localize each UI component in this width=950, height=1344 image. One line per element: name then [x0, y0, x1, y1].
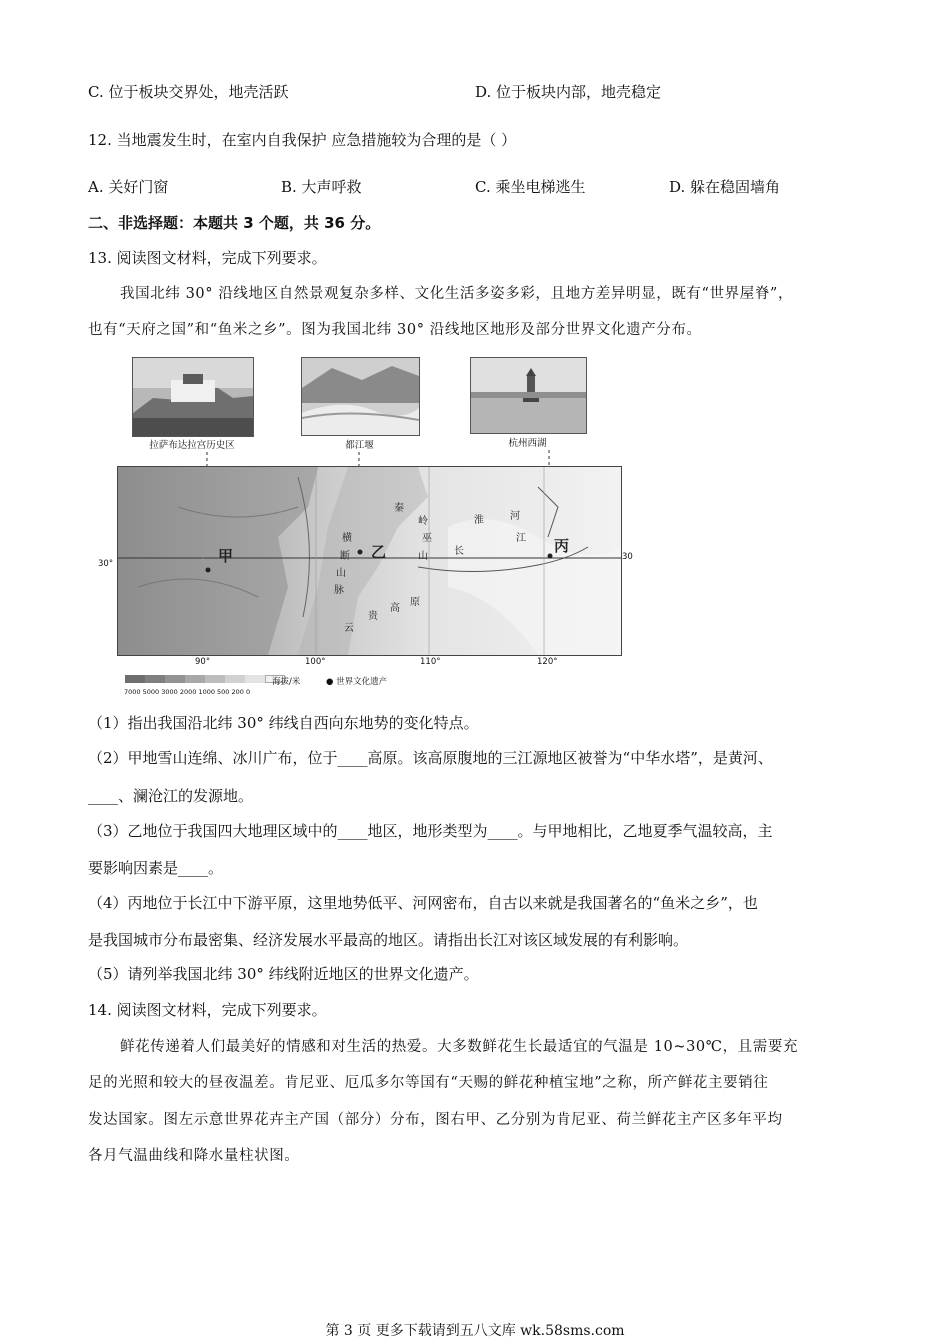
map-label-gui: 贵 [368, 611, 378, 622]
west-lake-photo [470, 357, 587, 434]
longitude-label: 90° [195, 657, 211, 667]
q12-stem: 12. 当地震发生时，在室内自我保护 应急措施较为合理的是（ ） [88, 131, 517, 149]
dujiangyan-photo [301, 357, 420, 436]
legend-swatch [185, 675, 205, 683]
longitude-label: 110° [420, 657, 441, 667]
q14-material-line: 发达国家。图左示意世界花卉主产国（部分）分布，图右甲、乙分别为肯尼亚、荷兰鲜花主产区多年平均 [88, 1112, 783, 1128]
legend-swatch [165, 675, 185, 683]
q13-sub5: （5）请列举我国北纬 30° 纬线附近地区的世界文化遗产。 [88, 965, 479, 983]
legend-swatch [225, 675, 245, 683]
longitude-label: 120° [537, 657, 558, 667]
map-label-chang: 长 [454, 546, 464, 557]
legend-swatch [205, 675, 225, 683]
q14-material-line: 鲜花传递着人们最美好的情感和对生活的热爱。大多数鲜花生长最适宜的气温是 10~30℃，且需要充 [120, 1039, 799, 1055]
longitude-label: 100° [305, 657, 326, 667]
map-label-shan: 山 [336, 568, 346, 579]
q12-option-b: B. 大声呼救 [281, 178, 362, 196]
map-label-duan: 断 [340, 551, 350, 562]
latitude-label: 30° [98, 559, 114, 569]
q13-material-line: 也有“天府之国”和“鱼米之乡”。图为我国北纬 30° 沿线地区地形及部分世界文化遗产分布。 [88, 322, 702, 338]
photo-caption: 都江堰 [345, 440, 374, 451]
legend-heritage: ● 世界文化遗产 [326, 677, 388, 687]
q13-material-line: 我国北纬 30° 沿线地区自然景观复杂多样、文化生活多姿多彩，且地方差异明显，既有“世界屋脊”， [120, 286, 794, 302]
legend-numbers: 7000 5000 3000 2000 1000 500 200 0 [124, 688, 251, 696]
q11-option-d: D. 位于板块内部，地壳稳定 [475, 83, 662, 101]
map-label-huai: 淮 [474, 515, 484, 526]
q13-sub3: （3）乙地位于我国四大地理区域中的____地区，地形类型为____。与甲地相比，乙地夏季气温较高，主 [88, 822, 773, 840]
q14-material-line: 足的光照和较大的昼夜温差。肯尼亚、厄瓜多尔等国有“天赐的鲜花种植宝地”之称，所产鲜花主要销往 [88, 1075, 769, 1091]
photo-caption: 拉萨布达拉宫历史区 [149, 440, 235, 451]
q13-sub4-cont: 是我国城市分布最密集、经济发展水平最高的地区。请指出长江对该区域发展的有利影响。 [88, 931, 689, 949]
map-label-gao: 高 [390, 603, 400, 614]
terrain-map [117, 466, 622, 656]
map-label-mai: 脉 [334, 585, 344, 596]
map-label-yuan: 原 [410, 597, 420, 608]
map-label-jia: 甲 [218, 547, 234, 565]
q13-sub2-cont: ____、澜沧江的发源地。 [88, 787, 254, 805]
map-label-bing: 丙 [554, 537, 570, 555]
map-label-he: 河 [510, 511, 520, 522]
q13-sub4: （4）丙地位于长江中下游平原，这里地势低平、河网密布，自古以来就是我国著名的“鱼米之乡”，也 [88, 894, 758, 912]
legend-unit: 海拔/米 [272, 677, 301, 687]
q13-sub3-cont: 要影响因素是____。 [88, 859, 224, 877]
q14-stem: 14. 阅读图文材料，完成下列要求。 [88, 1001, 327, 1019]
map-label-ling: 岭 [418, 516, 428, 527]
potala-palace-photo [132, 357, 254, 437]
legend-swatch [125, 675, 145, 683]
map-label-wu: 巫 [422, 533, 432, 544]
elevation-legend [125, 675, 285, 685]
map-label-heng: 横 [342, 533, 352, 544]
q14-material-line: 各月气温曲线和降水量柱状图。 [88, 1148, 300, 1164]
q12-option-c: C. 乘坐电梯逃生 [475, 178, 586, 196]
q12-option-d: D. 躲在稳固墙角 [669, 178, 781, 196]
map-label-shan: 山 [418, 551, 428, 562]
legend-swatch [245, 675, 265, 683]
q12-option-a: A. 关好门窗 [88, 178, 169, 196]
q13-stem: 13. 阅读图文材料，完成下列要求。 [88, 249, 327, 267]
q13-sub1: （1）指出我国沿北纬 30° 纬线自西向东地势的变化特点。 [88, 714, 479, 732]
map-label-yun: 云 [344, 623, 354, 634]
map-label-qin: 秦 [394, 503, 404, 514]
map-label-yi: 乙 [371, 543, 387, 561]
section-title: 二、非选择题：本题共 3 个题，共 36 分。 [88, 214, 381, 232]
q13-sub2: （2）甲地雪山连绵、冰川广布，位于____高原。该高原腹地的三江源地区被誉为“中华水塔”，是黄河、 [88, 749, 773, 767]
latitude-label: 30 [622, 552, 633, 562]
map-label-jiang: 江 [516, 533, 526, 544]
q11-option-c: C. 位于板块交界处，地壳活跃 [88, 83, 289, 101]
legend-swatch [145, 675, 165, 683]
photo-caption: 杭州西湖 [508, 438, 547, 449]
page-footer: 第 3 页 更多下载请到五八文库 wk.58sms.com [325, 1323, 625, 1339]
